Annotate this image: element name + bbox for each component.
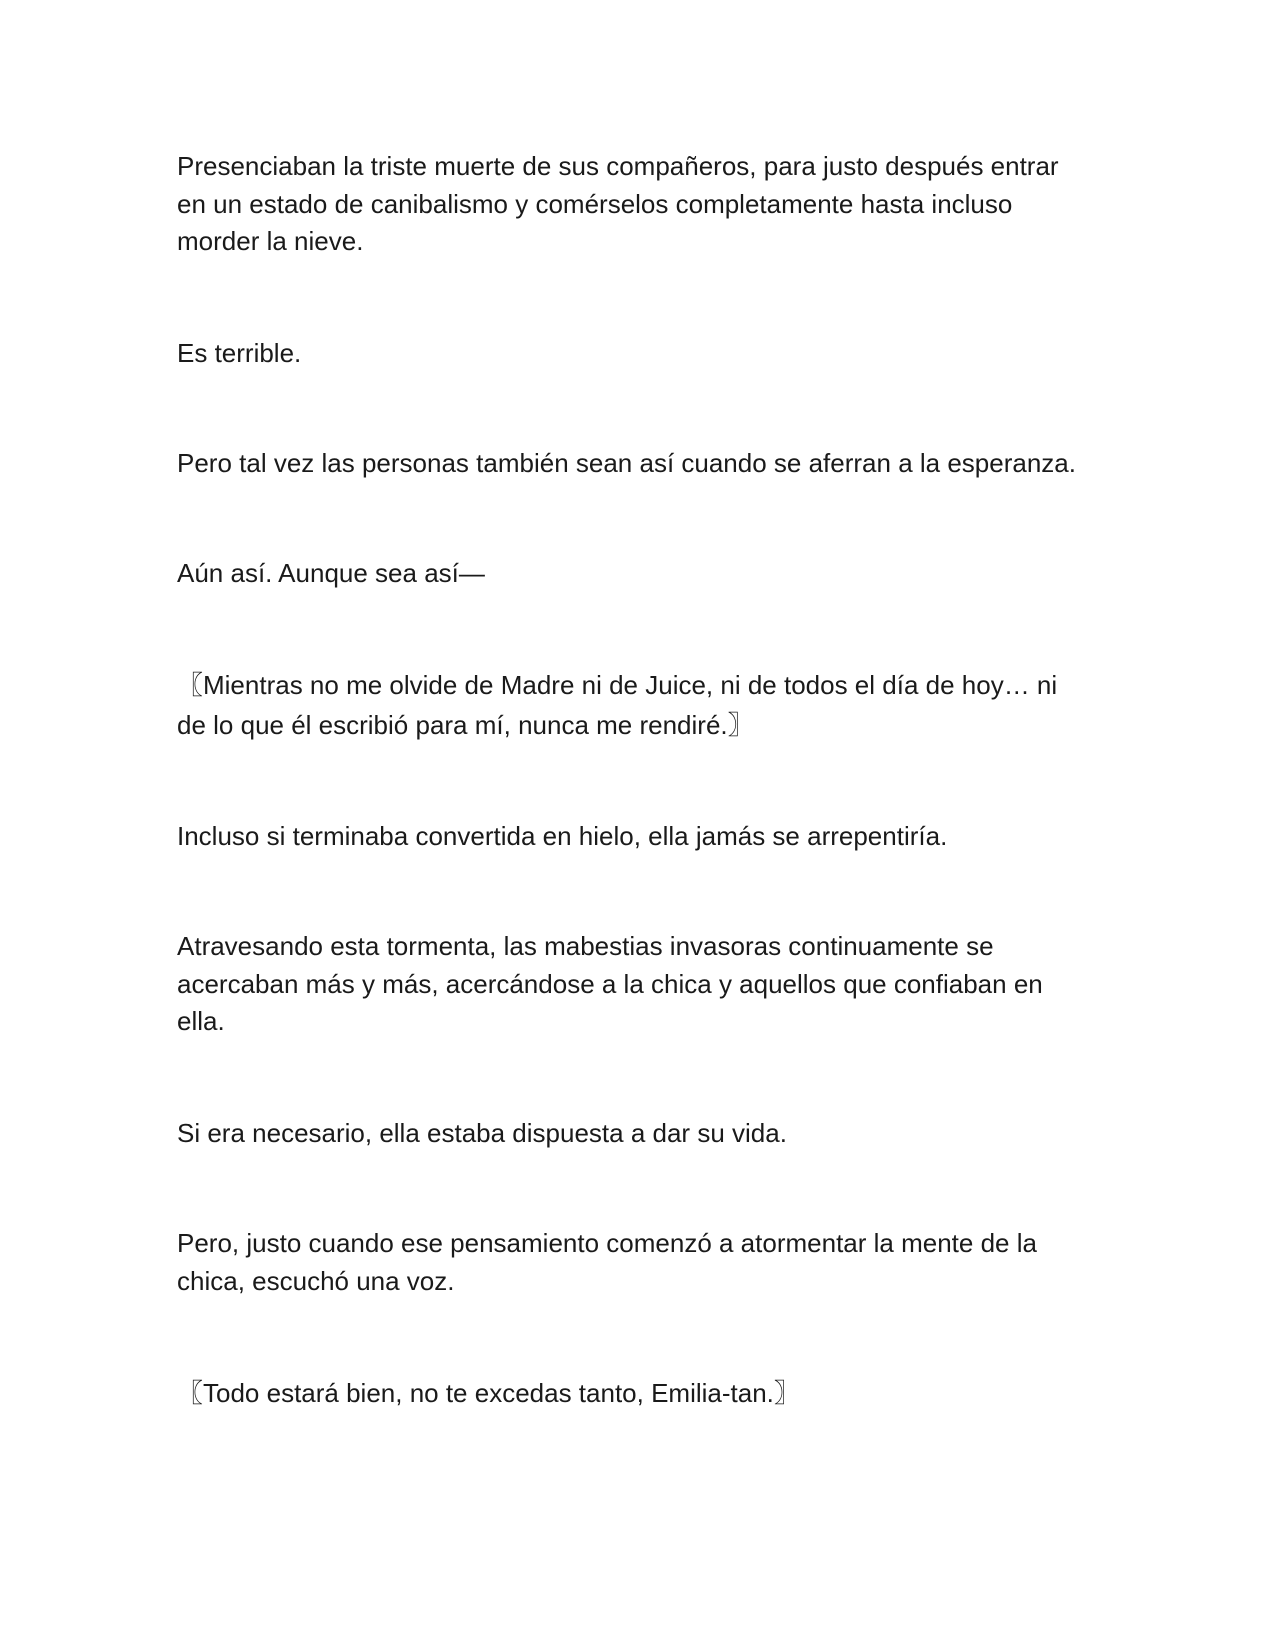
paragraph-2: Es terrible. <box>177 338 302 368</box>
paragraph-9: Pero, justo cuando ese pensamiento comenzó a atormentar la mente de la chica, escuchó una voz. <box>177 1228 1037 1296</box>
paragraph-6: Incluso si terminaba convertida en hielo, ella jamás se arrepentiría. <box>177 821 948 851</box>
paragraph-3: Pero tal vez las personas también sean así cuando se aferran a la esperanza. <box>177 448 1076 478</box>
paragraph-7: Atravesando esta tormenta, las mabestias invasoras continuamente se acercaban más y más, acercándose a la chica y aquellos que confiaban en ella. <box>177 931 1043 1036</box>
paragraph-4: Aún así. Aunque sea así— <box>177 558 485 588</box>
paragraph-10-dialogue: 〖Todo estará bien, no te excedas tanto, Emilia-tan.〗 <box>177 1378 800 1408</box>
paragraph-8: Si era necesario, ella estaba dispuesta a dar su vida. <box>177 1118 787 1148</box>
paragraph-1: Presenciaban la triste muerte de sus compañeros, para justo después entrar en un estado de canibalismo y comérselos completamente hasta incluso morder la nieve. <box>177 151 1059 256</box>
paragraph-5-dialogue: 〖Mientras no me olvide de Madre ni de Juice, ni de todos el día de hoy… ni de lo que él escribió para mí, nunca me rendiré.〗 <box>177 670 1058 740</box>
